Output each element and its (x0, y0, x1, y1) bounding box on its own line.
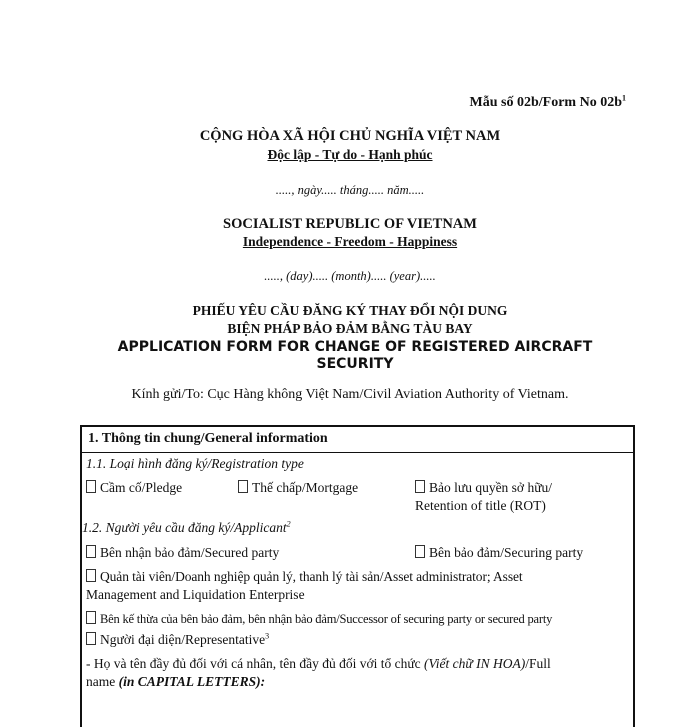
registration-type-label: 1.1. Loại hình đăng ký/Registration type (86, 456, 304, 471)
fullname-instruction-line2 (86, 674, 265, 690)
en-motto-wrap (0, 234, 700, 250)
form-number (470, 95, 626, 111)
form-number-text: Mẫu số 02b/Form No 02b (469, 95, 622, 110)
vn-national-title: CỘNG HÒA XÃ HỘI CHỦ NGHĨA VIỆT NAM (199, 128, 501, 144)
asset-admin-label-2: Management and Liquidation Enterprise (86, 587, 305, 602)
option-securing-party[interactable] (415, 545, 583, 561)
representative-footnote: 3 (265, 631, 270, 641)
pledge-checkbox[interactable] (86, 480, 96, 493)
mortgage-label: Thế chấp/Mortgage (252, 480, 359, 495)
option-representative[interactable] (86, 632, 269, 648)
pledge-label: Cầm cố/Pledge (100, 480, 183, 495)
securing-party-checkbox[interactable] (415, 545, 425, 558)
section-1-header (82, 427, 633, 453)
en-national-title: SOCIALIST REPUBLIC OF VIETNAM (223, 216, 477, 232)
secured-party-label: Bên nhận bảo đảm/Secured party (100, 545, 280, 560)
applicant-footnote: 2 (286, 519, 291, 529)
fullname-caps-vn: (Viết chữ IN HOA) (424, 656, 526, 671)
form-title-en: APPLICATION FORM FOR CHANGE OF REGISTERED AIRCRAFT SECURITY (117, 339, 593, 372)
form-title-vn-line1: PHIẾU YÊU CẦU ĐĂNG KÝ THAY ĐỔI NỘI DUNG (192, 303, 508, 318)
rot-checkbox[interactable] (415, 480, 425, 493)
section-1-heading: 1. Thông tin chung/General information (88, 431, 328, 446)
asset-admin-label-1: Quản tài viên/Doanh nghiệp quản lý, thanh lý tài sản/Asset administrator; Asset (100, 569, 523, 584)
fullname-text-2: /Full (525, 656, 551, 671)
vn-motto-wrap (0, 147, 700, 163)
fullname-text-1: - Họ và tên đầy đủ đối với cá nhân, tên đầy đủ đối với tổ chức (86, 656, 425, 671)
option-secured-party[interactable] (86, 545, 279, 561)
en-date-line: ....., (day)..... (month)..... (year)..... (264, 269, 436, 283)
successor-checkbox[interactable] (86, 611, 96, 624)
en-motto: Independence - Freedom - Happiness (242, 234, 458, 249)
rot-label-2: Retention of title (ROT) (415, 498, 546, 513)
option-rot[interactable] (415, 480, 552, 496)
successor-label: Bên kế thừa của bên bảo đảm, bên nhận bảo đảm/Successor of securing party or secured party (100, 612, 553, 626)
vn-date-line: ....., ngày..... tháng..... năm..... (275, 183, 425, 197)
addressee: Kính gửi/To: Cục Hàng không Việt Nam/Civil Aviation Authority of Vietnam. (131, 387, 569, 402)
representative-label: Người đại diện/Representative (100, 632, 266, 647)
securing-party-label: Bên bảo đảm/Securing party (429, 545, 584, 560)
applicant-label-wrap (82, 520, 291, 536)
rot-label-1: Bảo lưu quyền sở hữu/ (429, 480, 553, 495)
fullname-caps-en: (in CAPITAL LETTERS): (118, 674, 266, 689)
option-pledge[interactable] (86, 480, 182, 496)
mortgage-checkbox[interactable] (238, 480, 248, 493)
fullname-instruction-line1 (86, 656, 551, 672)
fullname-text-3: name (86, 674, 119, 689)
option-mortgage[interactable] (238, 480, 358, 496)
form-number-footnote: 1 (622, 93, 626, 103)
asset-admin-checkbox[interactable] (86, 569, 96, 582)
applicant-label: 1.2. Người yêu cầu đăng ký/Applicant (82, 520, 287, 535)
option-asset-admin[interactable] (86, 569, 523, 585)
secured-party-checkbox[interactable] (86, 545, 96, 558)
representative-checkbox[interactable] (86, 632, 96, 645)
form-title-vn-line2: BIỆN PHÁP BẢO ĐẢM BẰNG TÀU BAY (227, 321, 473, 336)
vn-motto: Độc lập - Tự do - Hạnh phúc (267, 147, 433, 162)
option-successor[interactable] (86, 611, 552, 627)
